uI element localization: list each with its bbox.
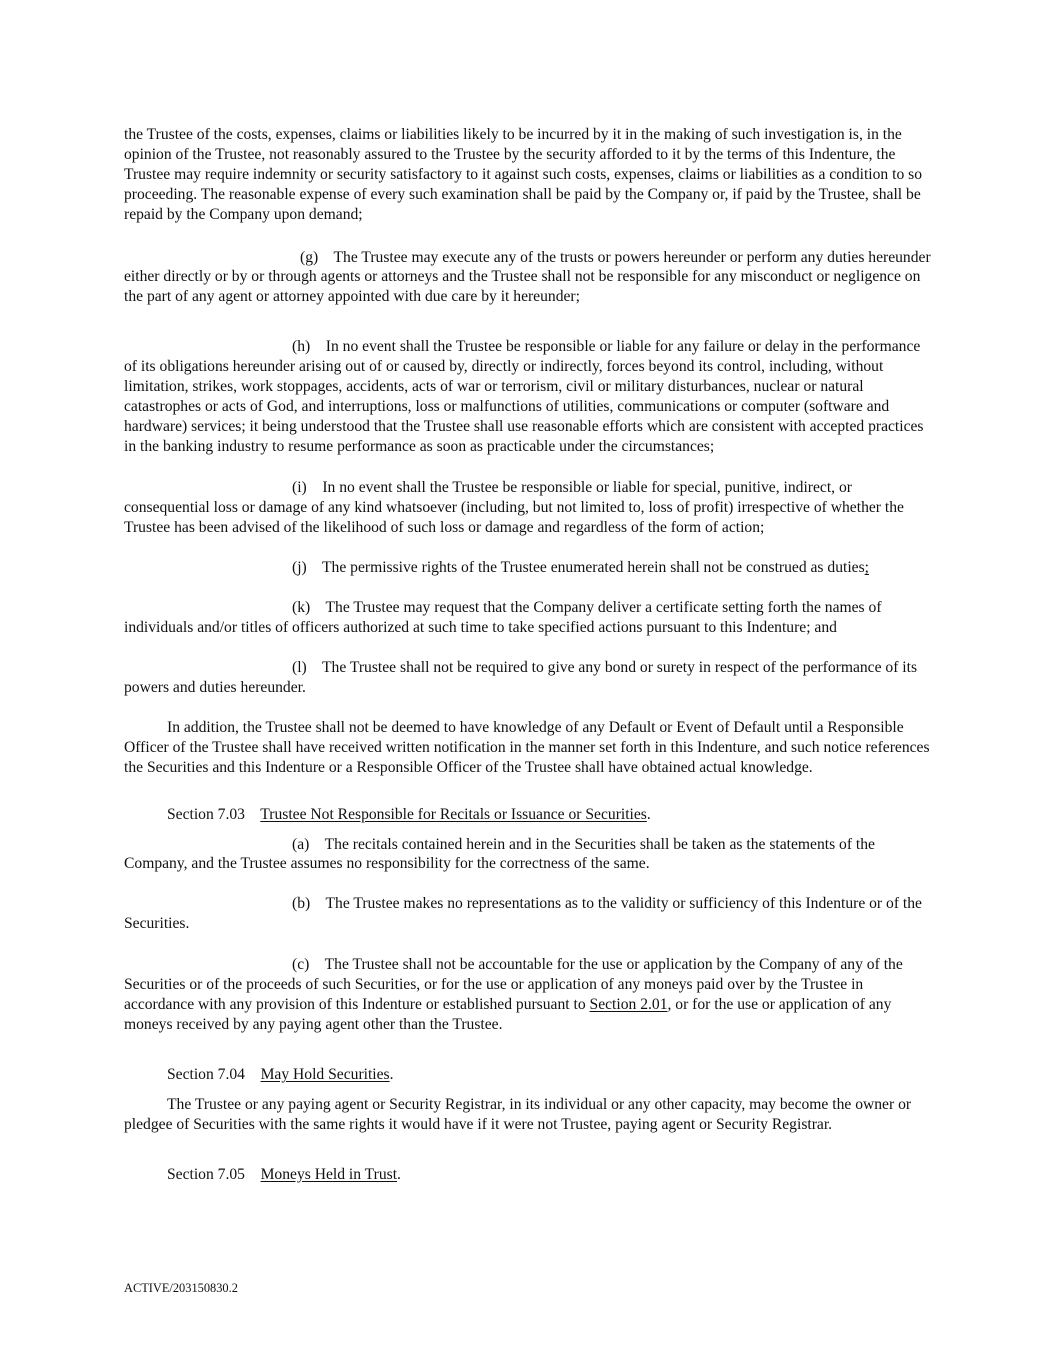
clause-j [124, 558, 932, 578]
section-heading-7-04: Section 7.04 May Hold Securities. [167, 1065, 394, 1083]
footer-document-id: ACTIVE/203150830.2 [124, 1281, 238, 1295]
clause-text: The Trustee may request that the Company deliver a certificate setting forth the names of individuals and/or titles of officers authorized at such time to take specified actions pursuant to this Indenture; and [124, 599, 882, 637]
clause-k [124, 598, 932, 638]
section-number: Section 7.05 [167, 1165, 245, 1183]
clause-text: The Trustee may execute any of the trusts or powers hereunder or perform any duties hereunder either directly or by or through agents or attorneys and the Trustee shall not be responsible for any misconduct or negligence on the part of any agent or attorney appointed with due care by it hereunder; [124, 248, 931, 306]
section-heading-7-03: Section 7.03 Trustee Not Responsible for Recitals or Issuance or Securities. [167, 805, 651, 823]
clause-text: The recitals contained herein and in the Securities shall be taken as the statements of the Company, and the Trustee assumes no responsibility for the correctness of the same. [124, 835, 875, 873]
clause-label: (g) [300, 248, 319, 266]
clause-l [124, 658, 932, 698]
clause-text: The Trustee shall not be accountable for the use or application by the Company of any of the Securities or of the proceeds of such Securities, or for the use or application of any moneys paid over by the Trustee in accordance with any provision of this Indenture or established pursuant to [124, 956, 903, 1013]
section-number: Section 7.04 [167, 1065, 245, 1083]
clause-text: The Trustee makes no representations as to the validity or sufficiency of this Indenture or of the Securities. [124, 895, 922, 933]
section-title: Trustee Not Responsible for Recitals or Issuance or Securities [260, 805, 647, 823]
clause-h [124, 337, 932, 456]
section-title: May Hold Securities [260, 1065, 390, 1083]
clause-g [124, 248, 932, 308]
paragraph-7-04: The Trustee or any paying agent or Security Registrar, in its individual or any other capacity, may become the owner or pledgee of Securities with the same rights it would have if it were not Trustee, paying agent or Security Registrar. [124, 1095, 912, 1133]
paragraph-addition: In addition, the Trustee shall not be deemed to have knowledge of any Default or Event of Default until a Responsible Officer of the Trustee shall have received written notification in the manner set forth in this Indenture, and such notice references the Securities and this Indenture or a Responsible Officer of the Trustee shall have obtained actual knowledge. [124, 718, 930, 776]
section-number: Section 7.03 [167, 805, 245, 823]
clause-label: (c) [292, 956, 310, 974]
section-heading-7-05: Section 7.05 Moneys Held in Trust. [167, 1165, 401, 1183]
clause-text: The Trustee shall not be required to give any bond or surety in respect of the performance of its powers and duties hereunder. [124, 659, 918, 697]
clause-text: , or for the use or application of any moneys received by any paying agent other than the Trustee. [124, 996, 892, 1033]
clause-i [124, 478, 932, 538]
section-title: Moneys Held in Trust [260, 1165, 398, 1183]
clause-label: (a) [292, 835, 310, 853]
section-2-01-reference: Section 2.01 [589, 996, 668, 1013]
clause-7-03-b [124, 894, 932, 934]
paragraph-continuation: the Trustee of the costs, expenses, claims or liabilities likely to be incurred by it in the making of such investigation is, in the opinion of the Trustee, not reasonably assured to the Trustee by the security afforded to it by the terms of this Indenture, the Trustee may require indemnity or security satisfactory to it against such costs, expenses, claims or liabilities as a condition to so proceeding. The reasonable expense of every such examination shall be paid by the Company or, if paid by the Trustee, shall be repaid by the Company upon demand; [124, 126, 923, 223]
clause-label: (l) [292, 659, 307, 677]
clause-label: (b) [292, 895, 311, 913]
clause-7-03-c [124, 955, 932, 1035]
document-page [124, 125, 932, 1184]
clause-tail: ; [864, 559, 869, 577]
clause-7-03-a [124, 835, 932, 875]
clause-text: The permissive rights of the Trustee enumerated herein shall not be construed as duties [322, 559, 865, 577]
clause-text: In no event shall the Trustee be responsible or liable for special, punitive, indirect, or consequential loss or damage of any kind whatsoever (including, but not limited to, loss of profit) irrespective of whether the Trustee has been advised of the likelihood of such loss or damage and regardless of the form of action; [124, 478, 904, 536]
clause-label: (i) [292, 478, 307, 496]
clause-label: (k) [292, 599, 311, 617]
clause-text: In no event shall the Trustee be responsible or liable for any failure or delay in the performance of its obligations hereunder arising out of or caused by, directly or indirectly, forces beyond its control, including, without limitation, strikes, work stoppages, accidents, acts of war or terrorism, civil or military disturbances, nuclear or natural catastrophes or acts of God, and interruptions, loss or malfunctions of utilities, communications or computer (software and hardware) services; it being understood that the Trustee shall use reasonable efforts which are consistent with accepted practices in the banking industry to resume performance as soon as practicable under the circumstances; [124, 338, 924, 455]
clause-label: (j) [292, 559, 307, 577]
clause-label: (h) [292, 338, 311, 356]
